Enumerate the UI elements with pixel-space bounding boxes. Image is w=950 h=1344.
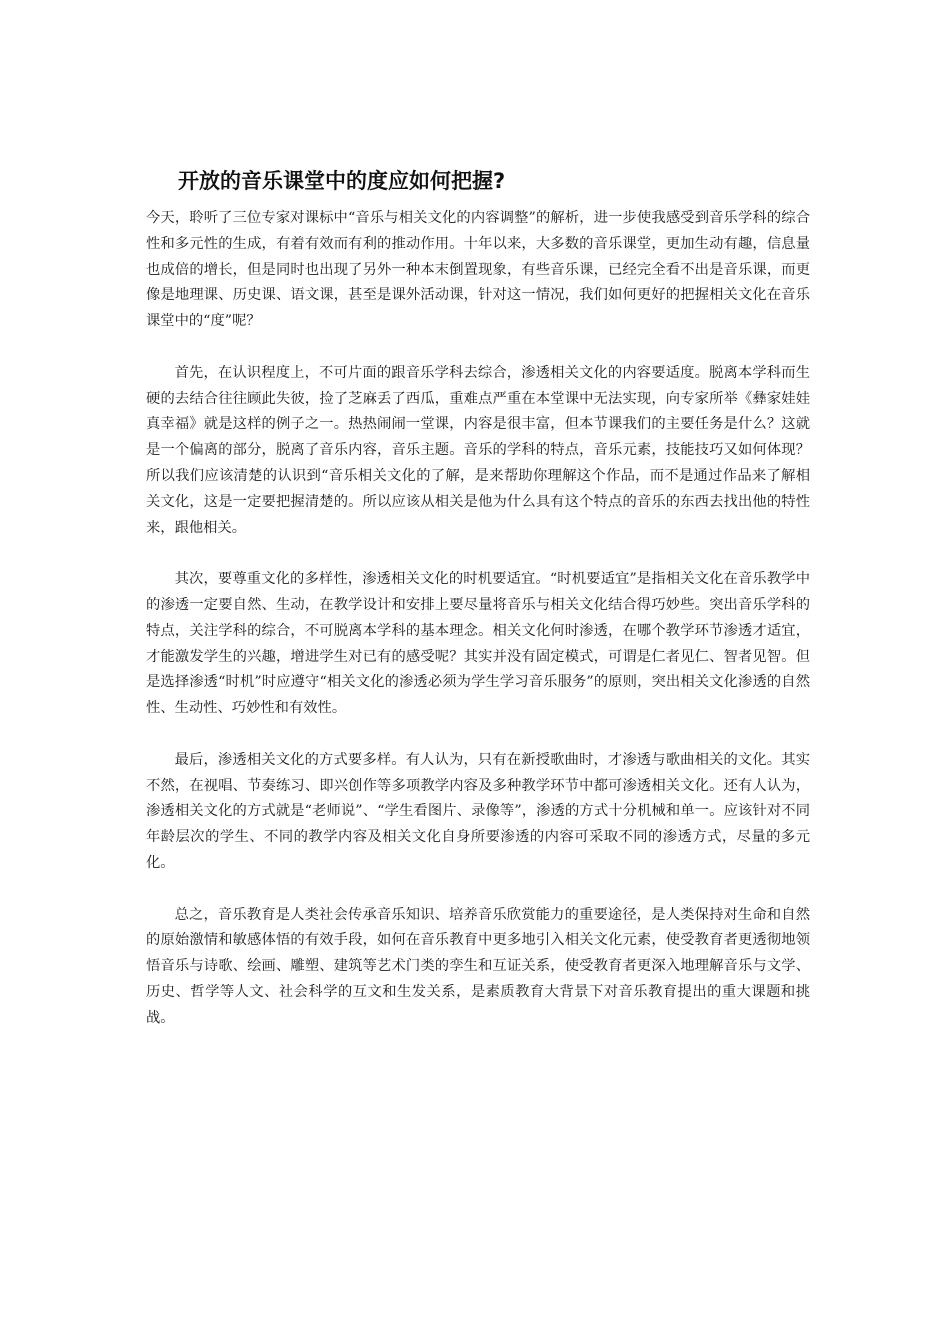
- paragraph-conclusion: 总之，音乐教育是人类社会传承音乐知识、培养音乐欣赏能力的重要途径，是人类保持对生命和自然的原始激情和敏感体悟的有效手段，如何在音乐教育中更多地引入相关文化元素，使受教育者更透彻地领悟音乐与诗歌、绘画、雕塑、建筑等艺术门类的孪生和互证关系，使受教育者更深入地理解音乐与文学、历史、哲学等人文、社会科学的互文和生发关系，是素质教育大背景下对音乐教育提出的重大课题和挑战。: [146, 906, 810, 1026]
- paragraph-gap: [146, 722, 810, 748]
- paragraph-gap: [146, 877, 810, 903]
- paragraph-first: 首先，在认识程度上，不可片面的跟音乐学科去综合，渗透相关文化的内容要适度。脱离本学科而生硬的去结合往往顾此失彼，捡了芝麻丢了西瓜，重难点严重在本堂课中无法实现，向专家所举《彝家娃娃真幸福》就是这样的例子之一。热热闹闹一堂课，内容是很丰富，但本节课我们的主要任务是什么？这就是一个偏离的部分，脱离了音乐内容，音乐主题。音乐的学科的特点，音乐元素，技能技巧又如何体现？所以我们应该清楚的认识到“音乐相关文化的了解，是来帮助你理解这个作品，而不是通过作品来了解相关文化，这是一定要把握清楚的。所以应该从相关是他为什么具有这个特点的音乐的东西去找出他的特性来，跟他相关。: [146, 364, 810, 536]
- paragraph-third: 最后，渗透相关文化的方式要多样。有人认为，只有在新授歌曲时，才渗透与歌曲相关的文化。其实不然，在视唱、节奏练习、即兴创作等多项教学内容及多种教学环节中都可渗透相关文化。还有人认为，渗透相关文化的方式就是“老师说”、“学生看图片、录像等”，渗透的方式十分机械和单一。应该针对不同年龄层次的学生、不同的教学内容及相关文化自身所要渗透的内容可采取不同的渗透方式，尽量的多元化。: [146, 751, 810, 871]
- document-body: [146, 206, 810, 1032]
- document-title: 开放的音乐课堂中的度应如何把握?: [178, 169, 506, 193]
- paragraph-gap: [146, 335, 810, 361]
- paragraph-gap: [146, 541, 810, 567]
- paragraph-second: 其次，要尊重文化的多样性，渗透相关文化的时机要适宜。“时机要适宜”是指相关文化在音乐教学中的渗透一定要自然、生动，在教学设计和安排上要尽量将音乐与相关文化结合得巧妙些。突出音乐学科的特点，关注学科的综合，不可脱离本学科的基本理念。相关文化何时渗透，在哪个教学环节渗透才适宜，才能激发学生的兴趣，增进学生对已有的感受呢？其实并没有固定模式，可谓是仁者见仁、智者见智。但是选择渗透“时机”时应遵守“相关文化的渗透必须为学生学习音乐服务”的原则，突出相关文化渗透的自然性、生动性、巧妙性和有效性。: [146, 571, 810, 717]
- paragraph-intro: 今天，聆听了三位专家对课标中“音乐与相关文化的内容调整”的解析，进一步使我感受到音乐学科的综合性和多元性的生成，有着有效而有利的推动作用。十年以来，大多数的音乐课堂，更加生动有趣，信息量也成倍的增长，但是同时也出现了另外一种本末倒置现象，有些音乐课，已经完全看不出是音乐课，而更像是地理课、历史课、语文课，甚至是课外活动课，针对这一情况，我们如何更好的把握相关文化在音乐课堂中的“度”呢？: [146, 210, 810, 330]
